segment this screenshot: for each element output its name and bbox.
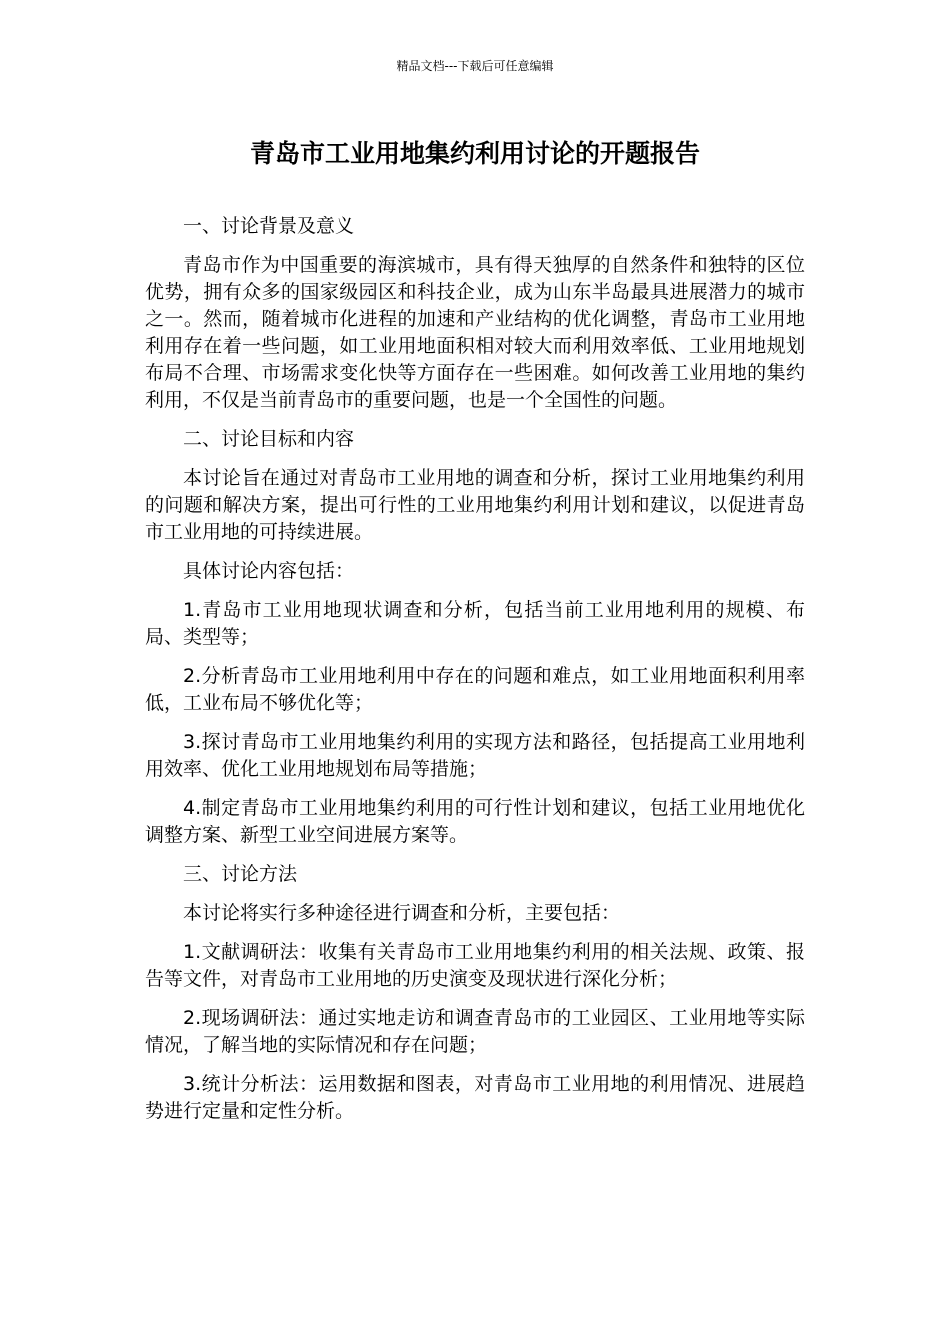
section-heading-background: 一、讨论背景及意义 [183, 215, 355, 237]
document-body [145, 213, 805, 1137]
paragraph-goals: 本讨论旨在通过对青岛市工业用地的调查和分析，探讨工业用地集约利用的问题和解决方案，提出可行性的工业用地集约利用计划和建议，以促进青岛市工业用地的可持续进展。 [145, 467, 805, 543]
list-item-content-1: 1.青岛市工业用地现状调查和分析，包括当前工业用地利用的规模、布局、类型等； [145, 599, 805, 648]
list-item-content-3: 3.探讨青岛市工业用地集约利用的实现方法和路径，包括提高工业用地利用效率、优化工业用地规划布局等措施； [145, 731, 805, 780]
section-heading-goals: 二、讨论目标和内容 [183, 428, 355, 450]
page-header: 精品文档---下载后可任意编辑 [396, 59, 554, 73]
paragraph-methods-intro: 本讨论将实行多种途径进行调查和分析，主要包括： [183, 902, 621, 924]
list-item-method-3: 3.统计分析法：运用数据和图表，对青岛市工业用地的利用情况、进展趋势进行定量和定性分析。 [145, 1073, 805, 1122]
paragraph-content-intro: 具体讨论内容包括： [183, 560, 355, 582]
list-item-method-1: 1.文献调研法：收集有关青岛市工业用地集约利用的相关法规、政策、报告等文件，对青岛市工业用地的历史演变及现状进行深化分析； [145, 941, 805, 990]
list-item-content-4: 4.制定青岛市工业用地集约利用的可行性计划和建议，包括工业用地优化调整方案、新型工业空间进展方案等。 [145, 797, 805, 846]
list-item-content-2: 2.分析青岛市工业用地利用中存在的问题和难点，如工业用地面积利用率低，工业布局不够优化等； [145, 665, 805, 714]
paragraph-background: 青岛市作为中国重要的海滨城市，具有得天独厚的自然条件和独特的区位优势，拥有众多的国家级园区和科技企业，成为山东半岛最具进展潜力的城市之一。然而，随着城市化进程的加速和产业结构的优化调整，青岛市工业用地利用存在着一些问题，如工业用地面积相对较大而利用效率低、工业用地规划布局不合理、市场需求变化快等方面存在一些困难。如何改善工业用地的集约利用，不仅是当前青岛市的重要问题，也是一个全国性的问题。 [145, 254, 805, 411]
document-title: 青岛市工业用地集约利用讨论的开题报告 [249, 139, 700, 168]
section-heading-methods: 三、讨论方法 [183, 863, 298, 885]
list-item-method-2: 2.现场调研法：通过实地走访和调查青岛市的工业园区、工业用地等实际情况，了解当地的实际情况和存在问题； [145, 1007, 805, 1056]
